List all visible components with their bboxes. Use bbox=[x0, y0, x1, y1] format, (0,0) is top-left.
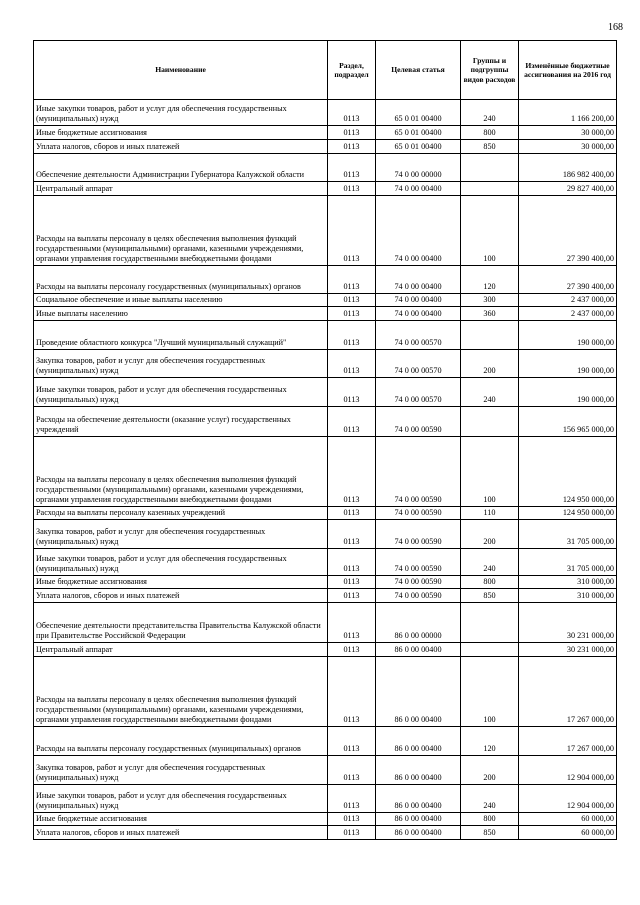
cell-article: 86 0 00 00400 bbox=[376, 813, 461, 826]
table-row bbox=[34, 576, 617, 589]
cell-section: 0113 bbox=[328, 294, 376, 307]
cell-amount: 29 827 400,00 bbox=[519, 182, 617, 196]
cell-group: 360 bbox=[461, 307, 519, 321]
cell-name: Иные бюджетные ассигнования bbox=[34, 576, 328, 589]
header-article: Целевая статья bbox=[376, 41, 461, 100]
cell-name: Иные закупки товаров, работ и услуг для обеспечения государственных (муниципальных) нужд bbox=[34, 549, 328, 576]
cell-amount: 124 950 000,00 bbox=[519, 507, 617, 520]
cell-section: 0113 bbox=[328, 520, 376, 549]
cell-amount: 27 390 400,00 bbox=[519, 266, 617, 294]
cell-section: 0113 bbox=[328, 154, 376, 182]
cell-amount: 1 166 200,00 bbox=[519, 100, 617, 126]
cell-group: 100 bbox=[461, 437, 519, 507]
cell-article: 86 0 00 00400 bbox=[376, 756, 461, 785]
table-row bbox=[34, 785, 617, 813]
table-row bbox=[34, 266, 617, 294]
cell-name: Закупка товаров, работ и услуг для обеспечения государственных (муниципальных) нужд bbox=[34, 756, 328, 785]
table-row bbox=[34, 126, 617, 140]
cell-section: 0113 bbox=[328, 756, 376, 785]
cell-article: 74 0 00 00590 bbox=[376, 520, 461, 549]
cell-article: 65 0 01 00400 bbox=[376, 126, 461, 140]
cell-article: 86 0 00 00400 bbox=[376, 826, 461, 840]
cell-amount: 27 390 400,00 bbox=[519, 196, 617, 266]
cell-article: 86 0 00 00400 bbox=[376, 643, 461, 657]
cell-section: 0113 bbox=[328, 266, 376, 294]
cell-amount: 310 000,00 bbox=[519, 589, 617, 603]
cell-section: 0113 bbox=[328, 140, 376, 154]
cell-section: 0113 bbox=[328, 603, 376, 643]
table-row bbox=[34, 154, 617, 182]
cell-group bbox=[461, 603, 519, 643]
cell-group bbox=[461, 643, 519, 657]
cell-section: 0113 bbox=[328, 643, 376, 657]
cell-section: 0113 bbox=[328, 407, 376, 437]
cell-group: 240 bbox=[461, 100, 519, 126]
cell-group: 850 bbox=[461, 140, 519, 154]
cell-article: 86 0 00 00400 bbox=[376, 657, 461, 727]
header-name: Наименование bbox=[34, 41, 328, 100]
table-row bbox=[34, 378, 617, 407]
cell-section: 0113 bbox=[328, 350, 376, 378]
cell-name: Расходы на выплаты персоналу в целях обеспечения выполнения функций государственными (муниципальными) органами, казенными учреждениями, органами управления государственными внебюджетными фондами bbox=[34, 196, 328, 266]
cell-article: 74 0 00 00000 bbox=[376, 154, 461, 182]
cell-article: 65 0 01 00400 bbox=[376, 140, 461, 154]
cell-amount: 124 950 000,00 bbox=[519, 437, 617, 507]
cell-amount: 30 231 000,00 bbox=[519, 643, 617, 657]
table-row bbox=[34, 321, 617, 350]
cell-section: 0113 bbox=[328, 727, 376, 756]
cell-name: Закупка товаров, работ и услуг для обеспечения государственных (муниципальных) нужд bbox=[34, 520, 328, 549]
table-row bbox=[34, 100, 617, 126]
cell-group: 200 bbox=[461, 756, 519, 785]
table-row bbox=[34, 643, 617, 657]
cell-group bbox=[461, 182, 519, 196]
cell-group: 240 bbox=[461, 549, 519, 576]
cell-article: 65 0 01 00400 bbox=[376, 100, 461, 126]
cell-group: 300 bbox=[461, 294, 519, 307]
cell-amount: 190 000,00 bbox=[519, 378, 617, 407]
cell-section: 0113 bbox=[328, 378, 376, 407]
cell-name: Расходы на обеспечение деятельности (оказание услуг) государственных учреждений bbox=[34, 407, 328, 437]
cell-name: Расходы на выплаты персоналу в целях обеспечения выполнения функций государственными (муниципальными) органами, казенными учреждениями, органами управления государственными внебюджетными фондами bbox=[34, 437, 328, 507]
cell-amount: 31 705 000,00 bbox=[519, 549, 617, 576]
cell-group: 200 bbox=[461, 350, 519, 378]
cell-name: Иные закупки товаров, работ и услуг для обеспечения государственных (муниципальных) нужд bbox=[34, 378, 328, 407]
cell-group bbox=[461, 154, 519, 182]
cell-amount: 2 437 000,00 bbox=[519, 294, 617, 307]
cell-amount: 30 231 000,00 bbox=[519, 603, 617, 643]
cell-amount: 31 705 000,00 bbox=[519, 520, 617, 549]
table-row bbox=[34, 603, 617, 643]
cell-section: 0113 bbox=[328, 507, 376, 520]
cell-group: 800 bbox=[461, 576, 519, 589]
cell-group bbox=[461, 321, 519, 350]
cell-name: Обеспечение деятельности Администрации Губернатора Калужской области bbox=[34, 154, 328, 182]
cell-amount: 12 904 000,00 bbox=[519, 785, 617, 813]
table-row bbox=[34, 140, 617, 154]
table-row bbox=[34, 826, 617, 840]
cell-amount: 156 965 000,00 bbox=[519, 407, 617, 437]
cell-group bbox=[461, 407, 519, 437]
table-row bbox=[34, 657, 617, 727]
cell-article: 74 0 00 00590 bbox=[376, 407, 461, 437]
header-section: Раздел, подраздел bbox=[328, 41, 376, 100]
cell-group: 100 bbox=[461, 657, 519, 727]
header-group: Группы и подгруппы видов расходов bbox=[461, 41, 519, 100]
table-row bbox=[34, 294, 617, 307]
cell-amount: 60 000,00 bbox=[519, 813, 617, 826]
cell-amount: 17 267 000,00 bbox=[519, 657, 617, 727]
cell-group: 120 bbox=[461, 727, 519, 756]
cell-article: 74 0 00 00400 bbox=[376, 182, 461, 196]
cell-article: 86 0 00 00000 bbox=[376, 603, 461, 643]
cell-name: Социальное обеспечение и иные выплаты населению bbox=[34, 294, 328, 307]
header-amount: Изменённые бюджетные ассигнования на 2016 год bbox=[519, 41, 617, 100]
budget-table bbox=[33, 40, 617, 840]
cell-name: Расходы на выплаты персоналу казенных учреждений bbox=[34, 507, 328, 520]
cell-group: 240 bbox=[461, 785, 519, 813]
cell-section: 0113 bbox=[328, 826, 376, 840]
cell-amount: 310 000,00 bbox=[519, 576, 617, 589]
cell-section: 0113 bbox=[328, 196, 376, 266]
cell-group: 100 bbox=[461, 196, 519, 266]
cell-article: 74 0 00 00590 bbox=[376, 589, 461, 603]
cell-group: 240 bbox=[461, 378, 519, 407]
cell-article: 74 0 00 00570 bbox=[376, 321, 461, 350]
cell-name: Иные закупки товаров, работ и услуг для обеспечения государственных (муниципальных) нужд bbox=[34, 785, 328, 813]
cell-section: 0113 bbox=[328, 549, 376, 576]
table-row bbox=[34, 407, 617, 437]
table-row bbox=[34, 437, 617, 507]
cell-article: 86 0 00 00400 bbox=[376, 785, 461, 813]
cell-section: 0113 bbox=[328, 321, 376, 350]
cell-article: 74 0 00 00590 bbox=[376, 507, 461, 520]
cell-article: 74 0 00 00590 bbox=[376, 437, 461, 507]
cell-name: Иные бюджетные ассигнования bbox=[34, 126, 328, 140]
cell-name: Центральный аппарат bbox=[34, 182, 328, 196]
cell-name: Расходы на выплаты персоналу государственных (муниципальных) органов bbox=[34, 727, 328, 756]
table-row bbox=[34, 307, 617, 321]
cell-amount: 30 000,00 bbox=[519, 140, 617, 154]
cell-section: 0113 bbox=[328, 182, 376, 196]
cell-name: Расходы на выплаты персоналу в целях обеспечения выполнения функций государственными (муниципальными) органами, казенными учреждениями, органами управления государственными внебюджетными фондами bbox=[34, 657, 328, 727]
cell-article: 74 0 00 00570 bbox=[376, 378, 461, 407]
cell-section: 0113 bbox=[328, 785, 376, 813]
cell-name: Обеспечение деятельности представительства Правительства Калужской области при Правительстве Российской Федерации bbox=[34, 603, 328, 643]
table-header-row bbox=[34, 41, 617, 100]
cell-name: Иные бюджетные ассигнования bbox=[34, 813, 328, 826]
table-row bbox=[34, 727, 617, 756]
cell-article: 74 0 00 00590 bbox=[376, 576, 461, 589]
cell-group: 120 bbox=[461, 266, 519, 294]
table-row bbox=[34, 756, 617, 785]
cell-amount: 12 904 000,00 bbox=[519, 756, 617, 785]
cell-article: 74 0 00 00400 bbox=[376, 196, 461, 266]
cell-name: Иные закупки товаров, работ и услуг для обеспечения государственных (муниципальных) нужд bbox=[34, 100, 328, 126]
cell-article: 74 0 00 00400 bbox=[376, 307, 461, 321]
cell-amount: 30 000,00 bbox=[519, 126, 617, 140]
table-row bbox=[34, 549, 617, 576]
cell-group: 800 bbox=[461, 813, 519, 826]
cell-name: Уплата налогов, сборов и иных платежей bbox=[34, 826, 328, 840]
cell-amount: 60 000,00 bbox=[519, 826, 617, 840]
cell-name: Закупка товаров, работ и услуг для обеспечения государственных (муниципальных) нужд bbox=[34, 350, 328, 378]
cell-article: 74 0 00 00590 bbox=[376, 549, 461, 576]
cell-article: 74 0 00 00400 bbox=[376, 266, 461, 294]
cell-section: 0113 bbox=[328, 126, 376, 140]
table-row bbox=[34, 182, 617, 196]
cell-article: 74 0 00 00570 bbox=[376, 350, 461, 378]
cell-amount: 2 437 000,00 bbox=[519, 307, 617, 321]
cell-amount: 190 000,00 bbox=[519, 321, 617, 350]
page-number: 168 bbox=[608, 22, 623, 33]
cell-section: 0113 bbox=[328, 589, 376, 603]
cell-section: 0113 bbox=[328, 437, 376, 507]
cell-section: 0113 bbox=[328, 657, 376, 727]
cell-section: 0113 bbox=[328, 576, 376, 589]
cell-section: 0113 bbox=[328, 307, 376, 321]
cell-article: 74 0 00 00400 bbox=[376, 294, 461, 307]
cell-group: 850 bbox=[461, 826, 519, 840]
cell-group: 200 bbox=[461, 520, 519, 549]
table-row bbox=[34, 520, 617, 549]
cell-amount: 17 267 000,00 bbox=[519, 727, 617, 756]
cell-group: 850 bbox=[461, 589, 519, 603]
table-body bbox=[34, 100, 617, 840]
cell-name: Иные выплаты населению bbox=[34, 307, 328, 321]
cell-name: Уплата налогов, сборов и иных платежей bbox=[34, 140, 328, 154]
cell-name: Расходы на выплаты персоналу государственных (муниципальных) органов bbox=[34, 266, 328, 294]
table-row bbox=[34, 507, 617, 520]
table-row bbox=[34, 350, 617, 378]
cell-amount: 186 982 400,00 bbox=[519, 154, 617, 182]
table-row bbox=[34, 589, 617, 603]
table-row bbox=[34, 813, 617, 826]
cell-group: 110 bbox=[461, 507, 519, 520]
cell-article: 86 0 00 00400 bbox=[376, 727, 461, 756]
cell-section: 0113 bbox=[328, 813, 376, 826]
cell-section: 0113 bbox=[328, 100, 376, 126]
cell-name: Проведение областного конкурса "Лучший муниципальный служащий" bbox=[34, 321, 328, 350]
cell-name: Уплата налогов, сборов и иных платежей bbox=[34, 589, 328, 603]
cell-group: 800 bbox=[461, 126, 519, 140]
cell-name: Центральный аппарат bbox=[34, 643, 328, 657]
table-row bbox=[34, 196, 617, 266]
cell-amount: 190 000,00 bbox=[519, 350, 617, 378]
